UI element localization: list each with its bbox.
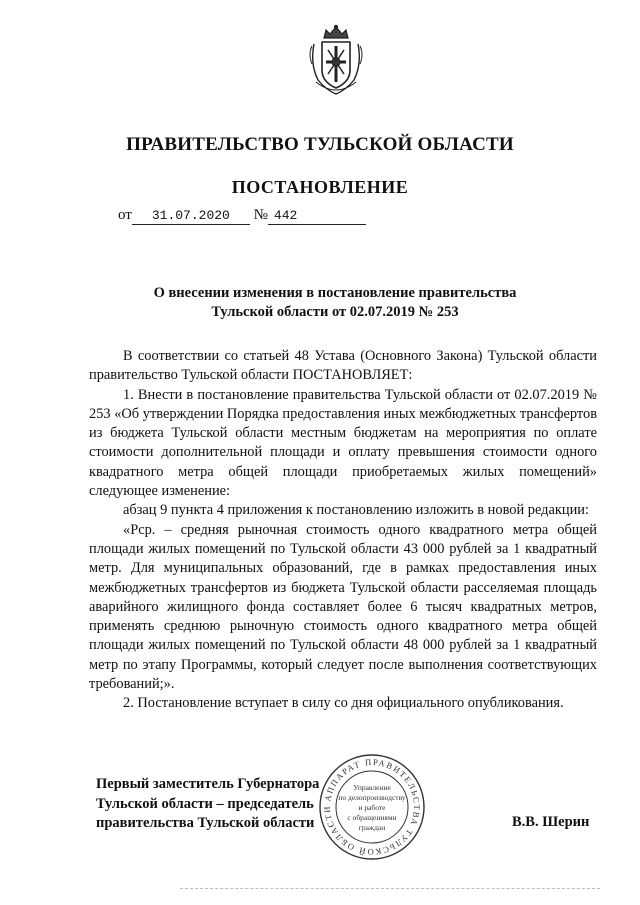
body-paragraph-1: В соответствии со статьей 48 Устава (Основного Закона) Тульской области правительство Тульской области ПОСТАНОВЛЯЕТ: xyxy=(89,348,597,384)
body-paragraph-3: абзац 9 пункта 4 приложения к постановлению изложить в новой редакции: xyxy=(123,502,589,519)
government-title: ПРАВИТЕЛЬСТВО ТУЛЬСКОЙ ОБЛАСТИ xyxy=(126,134,514,155)
official-stamp xyxy=(318,753,426,861)
stamp-center-line: граждан xyxy=(358,823,386,832)
date-number-line xyxy=(118,207,366,225)
signatory-line-3: правительства Тульской области xyxy=(96,815,315,831)
stamp-center-line: по делопроизводству xyxy=(338,793,406,802)
stamp-center-line: Управление xyxy=(353,783,391,792)
subject-line-1: О внесении изменения в постановление правительства xyxy=(153,285,517,301)
stamp-center-line: и работе xyxy=(358,803,386,812)
stamp-center-line: с обращениями xyxy=(347,813,397,822)
signatory-line-1: Первый заместитель Губернатора xyxy=(96,776,320,792)
date-prefix: от xyxy=(118,207,132,223)
body-paragraph-5: 2. Постановление вступает в силу со дня официального опубликования. xyxy=(123,695,564,712)
document-date: 31.07.2020 xyxy=(132,208,250,225)
document-subject xyxy=(100,284,570,322)
signatory-position xyxy=(96,775,319,834)
document-type: ПОСТАНОВЛЕНИЕ xyxy=(231,177,409,197)
coat-of-arms-icon xyxy=(306,24,366,96)
subject-line-2: Тульской области от 02.07.2019 № 253 xyxy=(211,304,459,320)
document-body xyxy=(89,347,597,714)
signatory-name: В.В. Шерин xyxy=(512,814,590,830)
stamp-ring-text: АППАРАТ ПРАВИТЕЛЬСТВА ТУЛЬСКОЙ ОБЛАСТИ xyxy=(321,756,423,858)
scan-artifact-divider xyxy=(180,888,600,893)
body-paragraph-2: 1. Внести в постановление правительства Тульской области от 02.07.2019 № 253 «Об утверждении Порядка предоставления иных межбюджетных трансфертов из бюджета Тульской области местным бюджетам на мероприятия по оплате стоимости дополнительной площади и оплату превышения стоимости одного квадратного метра общей площади приобретаемых жилых помещений» следующее изменение: xyxy=(89,386,597,500)
body-paragraph-4: «Рср. – средняя рыночная стоимость одного квадратного метра общей площади жилых помещений по Тульской области 43 000 рублей за 1 квадратный метр. Для муниципальных образований, где в рамках предоставления иных межбюджетных трансфертов из бюджета Тульской области расселяемая площадь аварийного жилищного фонда составляет более 6 тысяч квадратных метров, применять среднюю рыночную стоимость одного квадратного метра общей площади жилых помещений по Тульской области 48 000 рублей за 1 квадратный метр по этапу Программы, который следует после выполнения соответствующих требований;». xyxy=(89,521,597,693)
signatory-line-2: Тульской области – председатель xyxy=(96,795,314,812)
document-number: 442 xyxy=(268,208,366,225)
number-prefix: № xyxy=(253,207,268,223)
